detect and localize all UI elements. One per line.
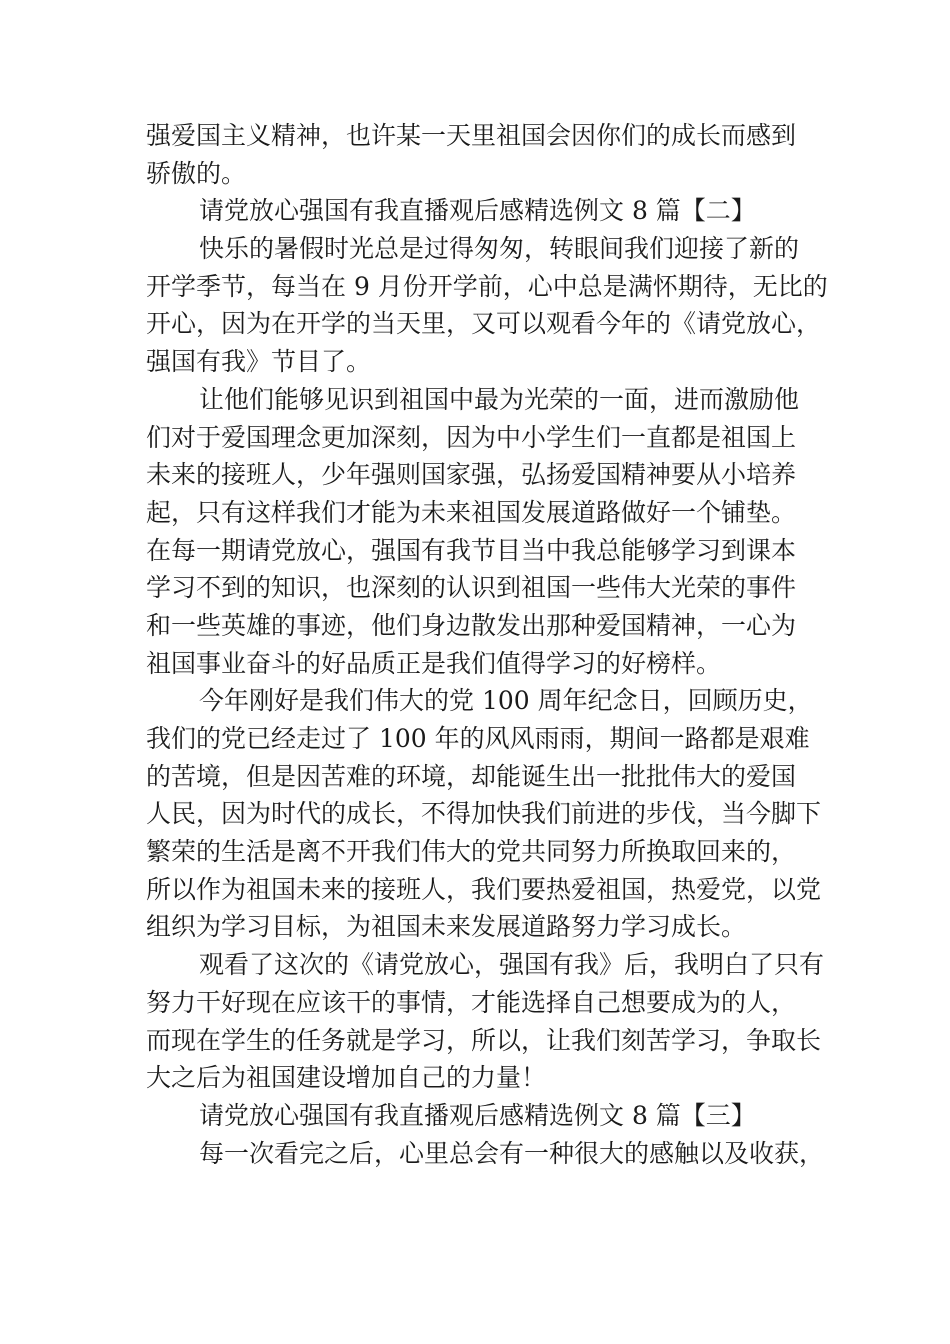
text-line-19: 人民，因为时代的成长，不得加快我们前进的步伐，当今脚下: [146, 799, 822, 829]
text-line-21: 所以作为祖国未来的接班人，我们要热爱祖国，热爱党，以党: [146, 874, 822, 904]
text-line-10: 未来的接班人，少年强则国家强，弘扬爱国精神要从小培养: [146, 460, 797, 490]
text-line-16: 今年刚好是我们伟大的党 100 周年纪念日，回顾历史，: [199, 686, 813, 716]
text-line-8: 让他们能够见识到祖国中最为光荣的一面，进而激励他: [199, 384, 800, 414]
text-line-28: 每一次看完之后，心里总会有一种很大的感触以及收获，: [199, 1138, 825, 1168]
text-line-11: 起，只有这样我们才能为未来祖国发展道路做好一个铺垫。: [146, 497, 797, 527]
document-body: [146, 117, 826, 1172]
text-line-9: 们对于爱国理念更加深刻，因为中小学生们一直都是祖国上: [146, 422, 797, 452]
text-line-4: 快乐的暑假时光总是过得匆匆，转眼间我们迎接了新的: [199, 234, 800, 264]
text-line-26: 大之后为祖国建设增加自己的力量！: [146, 1063, 547, 1093]
text-line-22: 组织为学习目标，为祖国未来发展道路努力学习成长。: [146, 912, 747, 942]
text-line-17: 我们的党已经走过了 100 年的风风雨雨，期间一路都是艰难: [146, 724, 810, 753]
text-line-6: 开心，因为在开学的当天里，又可以观看今年的《请党放心，: [146, 309, 822, 339]
text-line-12: 在每一期请党放心，强国有我节目当中我总能够学习到课本: [146, 535, 797, 565]
text-line-20: 繁荣的生活是离不开我们伟大的党共同努力所换取回来的，: [146, 837, 797, 867]
text-line-15: 祖国事业奋斗的好品质正是我们值得学习的好榜样。: [146, 648, 722, 678]
text-line-13: 学习不到的知识，也深刻的认识到祖国一些伟大光荣的事件: [146, 573, 797, 603]
text-line-5: 开学季节，每当在 9 月份开学前，心中总是满怀期待，无比的: [146, 271, 828, 301]
section-heading-3: 请党放心强国有我直播观后感精选例文 8 篇【三】: [199, 1100, 756, 1130]
text-line-18: 的苦境，但是因苦难的环境，却能诞生出一批批伟大的爱国: [146, 761, 797, 791]
text-line-24: 努力干好现在应该干的事情，才能选择自己想要成为的人，: [146, 987, 797, 1017]
text-line-7: 强国有我》节目了。: [146, 347, 372, 377]
text-line-14: 和一些英雄的事迹，他们身边散发出那种爱国精神，一心为: [146, 610, 797, 640]
text-line-2: 骄傲的。: [146, 158, 247, 188]
text-line-1: 强爱国主义精神，也许某一天里祖国会因你们的成长而感到: [146, 121, 797, 150]
text-line-23: 观看了这次的《请党放心，强国有我》后，我明白了只有: [199, 950, 825, 980]
section-heading-2: 请党放心强国有我直播观后感精选例文 8 篇【二】: [199, 196, 756, 226]
text-line-25: 而现在学生的任务就是学习，所以，让我们刻苦学习，争取长: [146, 1025, 822, 1055]
